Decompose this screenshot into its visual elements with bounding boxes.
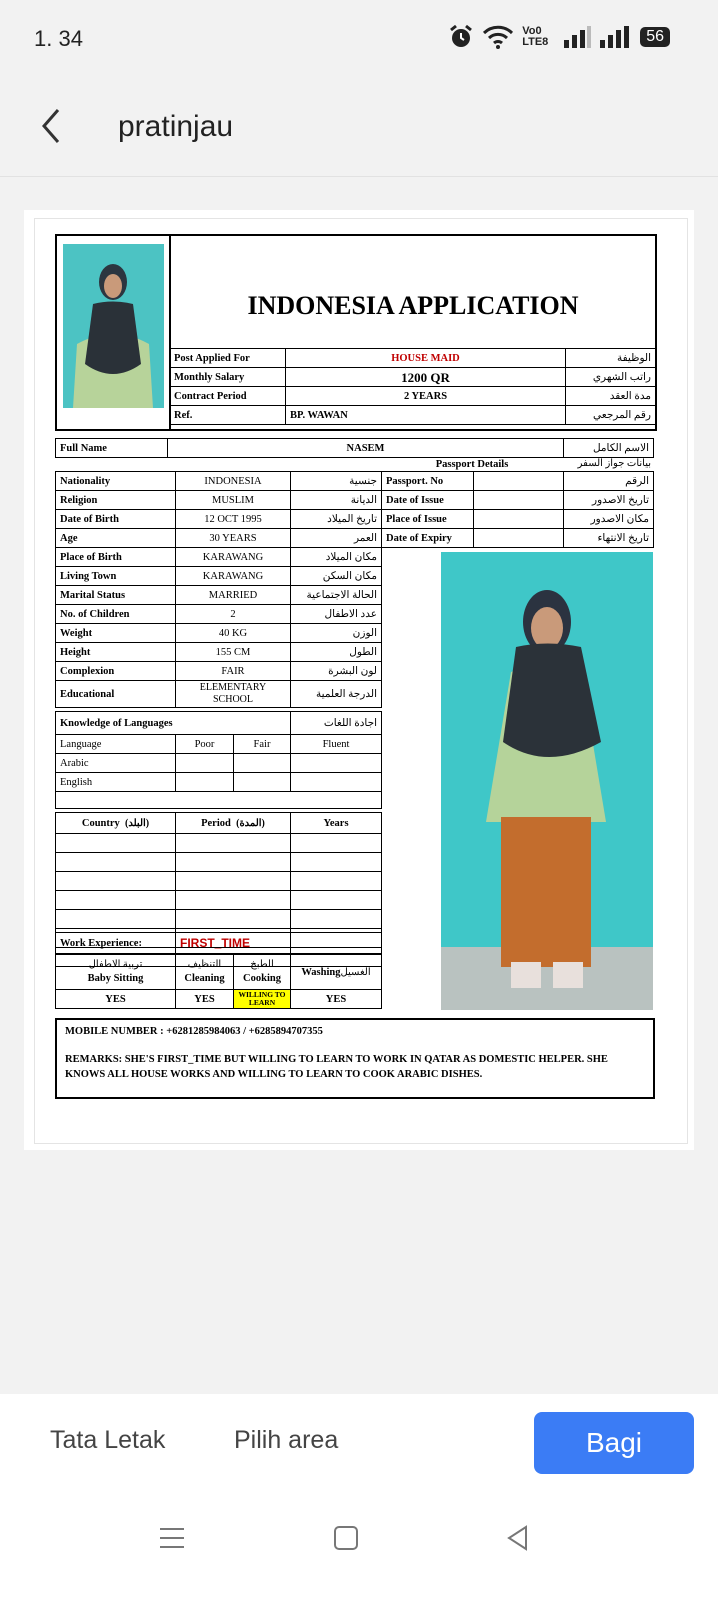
religion-arabic: الديانة [291,491,382,510]
table-row [56,624,382,643]
post-table [169,348,656,425]
post-arabic: الوظيفة [566,349,656,368]
birthplace-arabic: مكان الميلاد [291,548,382,567]
alarm-icon [448,24,474,50]
marital-label: Marital Status [56,586,176,605]
living-town-value: KARAWANG [176,567,291,586]
status-time: 1. 34 [34,26,83,51]
skill-1-label: Cleaning [184,973,225,984]
select-area-button[interactable]: Pilih area [234,1426,339,1454]
skill-3-arabic: الغسيل [340,966,371,978]
marital-value: MARRIED [176,586,291,605]
nationality-label: Nationality [56,472,176,491]
passport-no-value [474,472,564,491]
table-row [56,586,382,605]
skill-2-arabic: الطبخ [250,959,274,970]
table-row [56,813,382,834]
table-row [170,406,656,425]
education-label: Educational [56,681,176,708]
table-row [56,990,440,1009]
passport-table [381,471,654,548]
ref-value: BP. WAWAN [286,406,566,425]
table-row [56,712,382,735]
age-label: Age [56,529,176,548]
skill-2-label: Cooking [243,973,281,984]
status-bar [0,0,718,80]
complexion-value: FAIR [176,662,291,681]
table-row [56,529,382,548]
post-label: Post Applied For [170,349,286,368]
document-title: INDONESIA APPLICATION [247,291,579,320]
table-row [56,933,382,954]
weight-label: Weight [56,624,176,643]
skills-table [55,954,440,1009]
menu-icon[interactable] [158,1524,186,1552]
skill-3-label: Washing [301,966,341,978]
salary-arabic: راتب الشهري [566,368,656,387]
battery-indicator: 56 [640,27,670,47]
birthplace-label: Place of Birth [56,548,176,567]
period-label: Period [201,817,231,829]
table-row [56,955,440,990]
weight-value: 40 KG [176,624,291,643]
table-row [56,567,382,586]
children-arabic: عدد الاطفال [291,605,382,624]
table-row [56,548,382,567]
table-row [56,472,382,491]
ref-arabic: رقم المرجعي [566,406,656,425]
education-value: ELEMENTARY SCHOOL [176,681,291,708]
age-value: 30 YEARS [176,529,291,548]
full-name-arabic: الاسم الكامل [564,439,654,458]
lang-header-language: Language [56,735,176,754]
table-row [56,605,382,624]
dob-value: 12 OCT 1995 [176,510,291,529]
issue-date-value [474,491,564,510]
expiry-arabic: تاريخ الانتهاء [564,529,654,548]
status-icons [448,24,670,50]
table-row [56,754,382,773]
skill-2-value: WILLING TO LEARN [234,990,291,1009]
remarks-box [55,1018,655,1099]
lang-header-fair: Fair [234,735,291,754]
table-row [56,439,654,458]
complexion-label: Complexion [56,662,176,681]
page-title: pratinjau [118,110,234,143]
skill-0-arabic: تربية الاطفال [88,959,143,970]
expiry-label: Date of Expiry [382,529,474,548]
table-row [56,792,382,809]
religion-value: MUSLIM [176,491,291,510]
height-label: Height [56,643,176,662]
share-button[interactable]: Bagi [534,1412,694,1474]
religion-label: Religion [56,491,176,510]
passport-no-arabic: الرقم [564,472,654,491]
work-experience-label: Work Experience: [56,933,176,954]
passport-details-arabic: بيانات جواز السفر [577,458,651,469]
applicant-photo-large [441,552,653,1010]
layout-button[interactable]: Tata Letak [50,1426,166,1454]
mobile-number: MOBILE NUMBER : +6281285984063 / +6285894707355 [65,1026,323,1037]
dob-label: Date of Birth [56,510,176,529]
work-experience-value: FIRST_TIME [176,933,382,954]
home-icon[interactable] [332,1524,360,1552]
table-row [56,834,382,853]
issue-date-arabic: تاريخ الاصدور [564,491,654,510]
age-arabic: العمر [291,529,382,548]
passport-no-label: Passport. No [382,472,474,491]
contract-label: Contract Period [170,387,286,406]
skill-1-arabic: التنظيف [187,959,222,970]
table-row [56,891,382,910]
issue-place-arabic: مكان الاصدور [564,510,654,529]
skill-3-value: YES [291,990,382,1009]
table-row [382,510,654,529]
table-row [56,491,382,510]
weight-arabic: الوزن [291,624,382,643]
back-arrow-icon [30,100,74,152]
expiry-value [474,529,564,548]
skill-1-value: YES [176,990,234,1009]
table-row [56,853,382,872]
passport-details-label: Passport Details [435,459,509,470]
table-row [382,529,654,548]
skill-0-value: YES [56,990,176,1009]
lang-header-fluent: Fluent [291,735,382,754]
period-arabic: (المدة) [236,817,265,829]
app-bar [0,80,718,177]
skill-0-label: Baby Sitting [87,973,144,984]
marital-arabic: الحالة الاجتماعية [291,586,382,605]
height-arabic: الطول [291,643,382,662]
remarks-text: REMARKS: SHE'S FIRST_TIME BUT WILLING TO LEARN TO WORK IN QATAR AS DOMESTIC HELPER. SHE KNOWS ALL HOUSE WORKS AND WILLING TO LEARN TO COOK ARABIC DISHES. [65,1054,608,1080]
bottom-bar [0,1394,718,1599]
table-row [56,735,382,754]
children-value: 2 [176,605,291,624]
signal-icon-2 [600,26,632,48]
table-row [382,491,654,510]
document-preview [34,218,688,1144]
table-row [56,662,382,681]
lang-arabic: Arabic [56,754,176,773]
signal-icon [564,26,592,48]
contract-arabic: مدة العقد [566,387,656,406]
years-label: Years [291,813,382,834]
back-button[interactable] [30,100,74,152]
country-arabic: (البلد) [125,817,150,829]
height-value: 155 CM [176,643,291,662]
full-name-value: NASEM [168,439,564,458]
network-type-label: Vo0 LTE8 [522,25,549,48]
nationality-arabic: جنسية [291,472,382,491]
salary-label: Monthly Salary [170,368,286,387]
table-row [56,681,382,708]
dob-arabic: تاريخ الميلاد [291,510,382,529]
table-row [56,643,382,662]
table-row [56,872,382,891]
full-name-table [55,438,654,458]
full-name-label: Full Name [56,439,168,458]
languages-table [55,711,382,809]
lang-header-poor: Poor [176,735,234,754]
post-value: HOUSE MAID [286,349,566,368]
salary-value: 1200 QR [286,368,566,387]
back-nav-icon[interactable] [504,1524,532,1552]
table-row [56,773,382,792]
birthplace-value: KARAWANG [176,548,291,567]
living-town-label: Living Town [56,567,176,586]
country-label: Country [81,817,120,829]
header-box [55,234,657,431]
nationality-value: INDONESIA [176,472,291,491]
lang-english: English [56,773,176,792]
languages-title: Knowledge of Languages [56,712,291,735]
table-row [170,387,656,406]
personal-table [55,471,382,708]
issue-place-label: Place of Issue [382,510,474,529]
issue-date-label: Date of Issue [382,491,474,510]
complexion-arabic: لون البشرة [291,662,382,681]
education-arabic: الدرجة العلمية [291,681,382,708]
ref-label: Ref. [170,406,286,425]
work-experience-table [55,932,382,954]
issue-place-value [474,510,564,529]
wifi-icon [482,25,514,49]
children-label: No. of Children [56,605,176,624]
table-row [56,910,382,929]
languages-arabic: اجادة اللغات [291,712,382,735]
table-row [170,349,656,368]
table-row [382,472,654,491]
living-town-arabic: مكان السكن [291,567,382,586]
contract-value: 2 YEARS [286,387,566,406]
table-row [56,510,382,529]
applicant-photo-small [63,244,164,408]
table-row [170,368,656,387]
